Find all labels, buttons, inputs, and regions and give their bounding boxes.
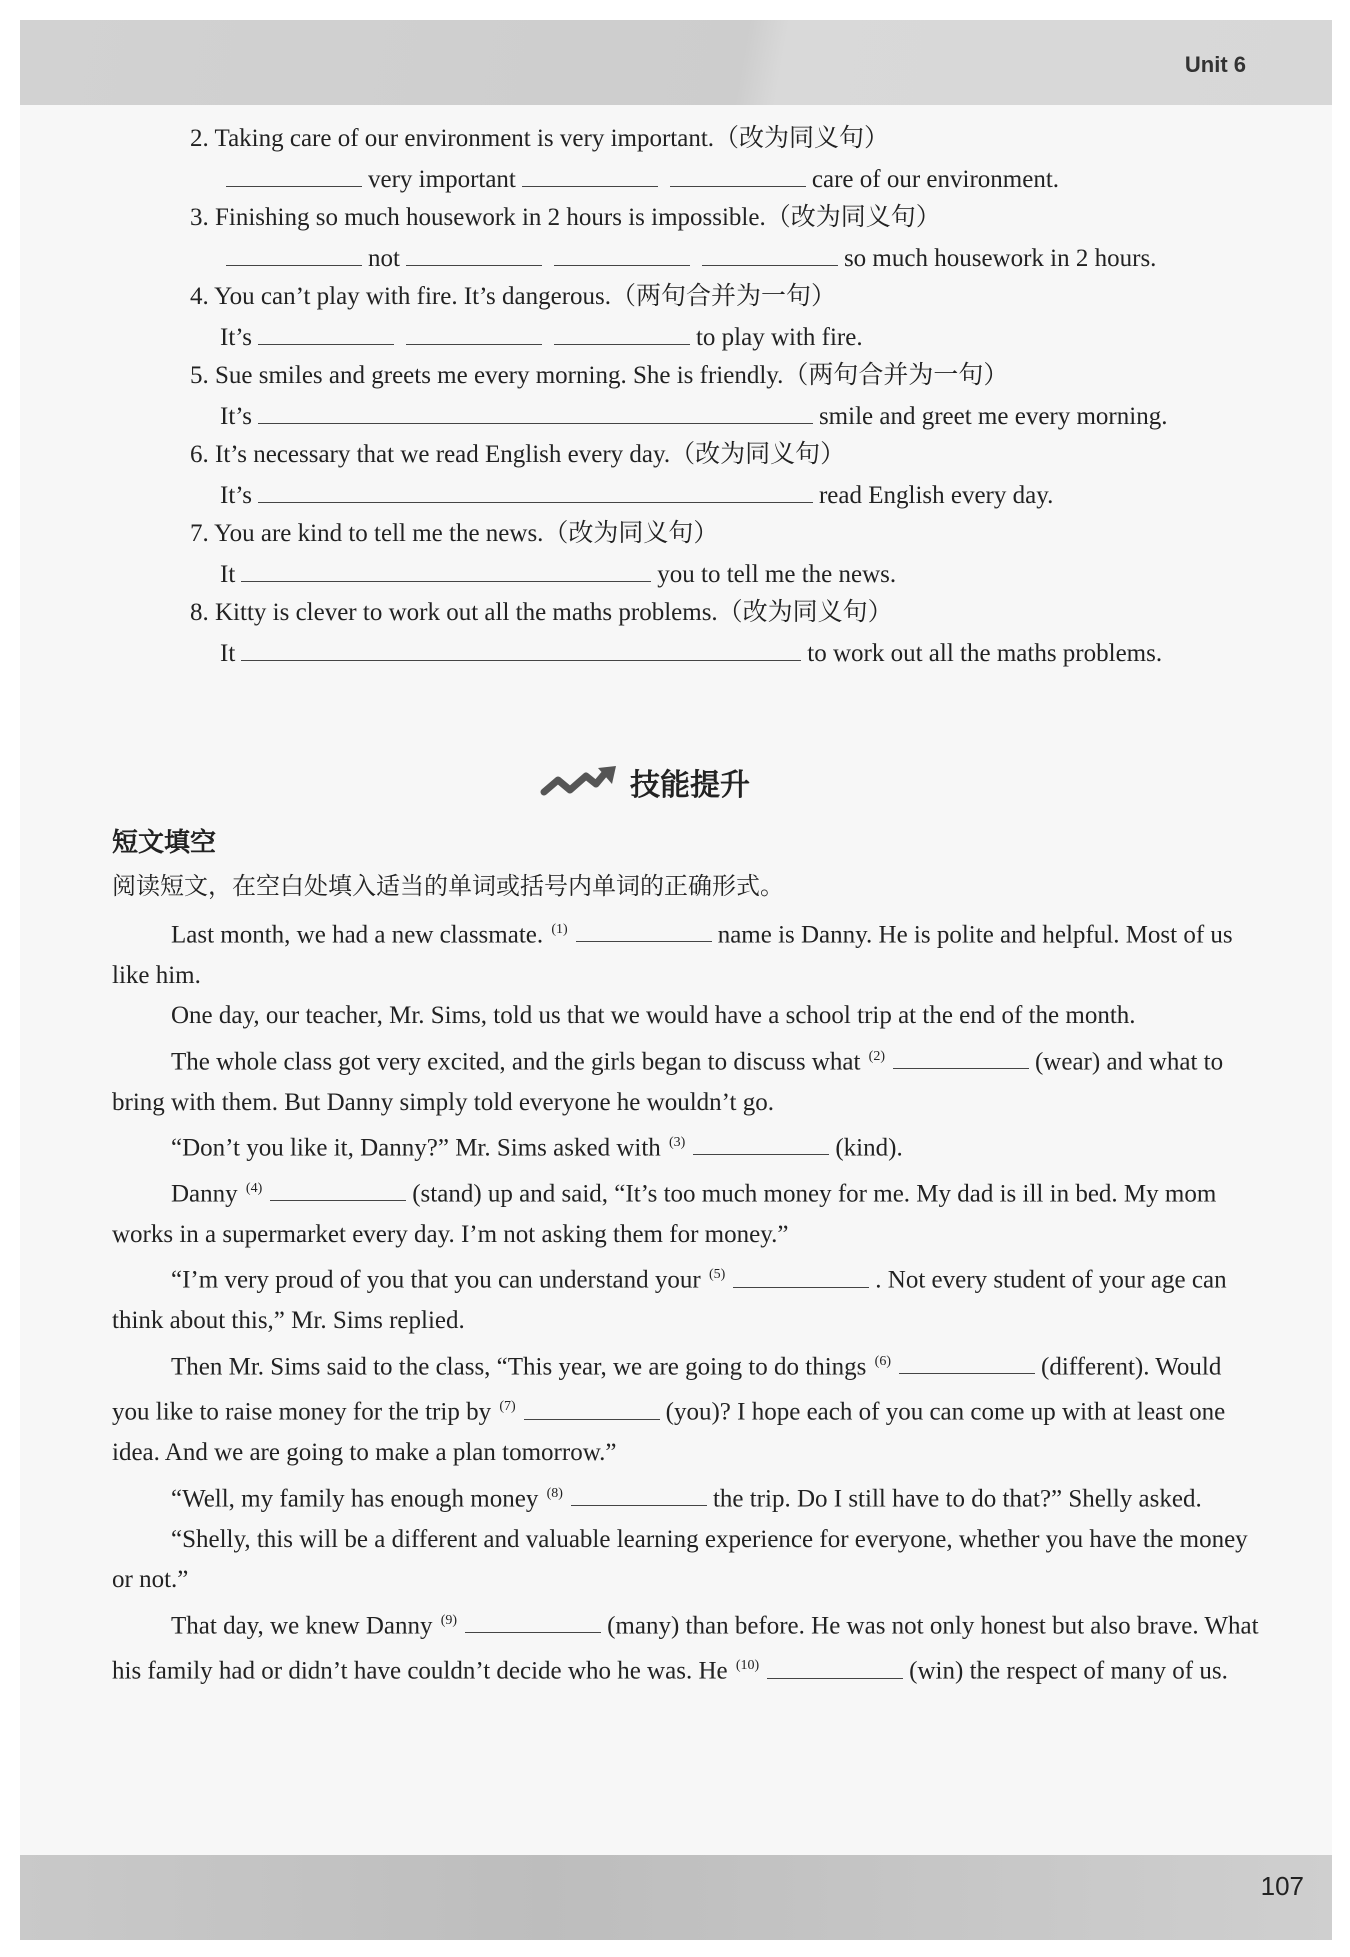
question-8-prompt: 8. Kitty is clever to work out all the maths problems.（改为同义句） — [190, 599, 893, 626]
question-2-text-a: very important — [368, 166, 516, 193]
exercise-instruction: 阅读短文，在空白处填入适当的单词或括号内单词的正确形式。 — [112, 872, 784, 900]
answer-blank[interactable] — [702, 243, 838, 266]
question-5-text-b: smile and greet me every morning. — [818, 403, 1168, 430]
answer-blank[interactable] — [226, 164, 362, 187]
question-4-answer-line — [220, 322, 863, 353]
question-3-text-b: so much housework in 2 hours. — [843, 245, 1157, 272]
passage-paragraph: “I’m very proud of you that you can understand your $^{(5)}$ . Not every student of your age can think about this,” Mr. Sims replied. — [112, 1266, 1227, 1335]
question-2-answer-line — [220, 164, 1059, 195]
blank-number: (10) — [735, 1658, 760, 1674]
question-6-text-b: read English every day. — [818, 482, 1054, 509]
exercise-title: 短文填空 — [112, 828, 217, 858]
cloze-blank-6[interactable] — [899, 1353, 1035, 1374]
blank-number: (9) — [440, 1612, 458, 1628]
blank-number: (2) — [868, 1048, 885, 1064]
passage-paragraph: “Shelly, this will be a different and valuable learning experience for everyone, whether you have the money or not.” — [112, 1525, 1248, 1594]
passage-paragraph: Danny $^{(4)}$ (stand) up and said, “It’s too much money for me. My dad is ill in bed. My mom works in a supermarket every day. I’m not asking them for money.” — [112, 1180, 1217, 1248]
blank-number: (5) — [708, 1267, 726, 1283]
cloze-blank-8[interactable] — [571, 1485, 707, 1506]
question-6-prompt: 6. It’s necessary that we read English every day.（改为同义句） — [190, 441, 846, 468]
question-6-answer-line — [220, 480, 1053, 511]
answer-blank[interactable] — [258, 322, 394, 345]
cloze-passage — [112, 910, 1262, 1692]
question-5-text-a: It’s — [220, 403, 252, 430]
answer-blank[interactable] — [670, 164, 806, 187]
passage-paragraph: One day, our teacher, Mr. Sims, told us that we would have a school trip at the end of the month. — [171, 1002, 1136, 1030]
cloze-blank-9[interactable] — [465, 1612, 601, 1633]
trend-up-icon — [540, 762, 620, 802]
answer-blank[interactable] — [241, 559, 651, 582]
blank-number: (4) — [245, 1180, 263, 1196]
answer-blank[interactable] — [522, 164, 658, 187]
answer-blank[interactable] — [258, 480, 813, 503]
blank-number: (8) — [546, 1485, 563, 1501]
question-7-text-b: you to tell me the news. — [657, 561, 897, 588]
passage-paragraph: The whole class got very excited, and the girls began to discuss what $^{(2)}$ (wear) and what to bring with them. But Danny simply told everyone he wouldn’t go. — [112, 1048, 1224, 1116]
blank-number: (3) — [669, 1135, 686, 1151]
question-3-answer-line — [220, 243, 1156, 274]
question-4-text-a: It’s — [220, 324, 252, 351]
passage-paragraph: “Well, my family has enough money $^{(8)}$ the trip. Do I still have to do that?” Shelly asked. — [171, 1485, 1202, 1513]
passage-paragraph: “Don’t you like it, Danny?” Mr. Sims asked with $^{(3)}$ (kind). — [171, 1134, 903, 1162]
answer-blank[interactable] — [258, 401, 813, 424]
question-7-answer-line — [220, 559, 896, 590]
blank-number: (6) — [874, 1353, 891, 1369]
answer-blank[interactable] — [406, 322, 542, 345]
question-3-text-a: not — [368, 245, 400, 272]
answer-blank[interactable] — [406, 243, 542, 266]
question-2-text-b: care of our environment. — [811, 166, 1060, 193]
answer-blank[interactable] — [554, 243, 690, 266]
page-number: 107 — [1260, 1871, 1304, 1901]
cloze-blank-7[interactable] — [524, 1399, 660, 1420]
question-7-prompt: 7. You are kind to tell me the news.（改为同义句） — [190, 520, 719, 547]
passage-paragraph: That day, we knew Danny $^{(9)}$ (many) than before. He was not only honest but also brave. What his family had or didn’t have couldn’t decide who he was. He $^{(10)}$ (win) the respect of many of us. — [112, 1611, 1259, 1685]
question-7-text-a: It — [220, 561, 236, 588]
question-4-text-b: to play with fire. — [695, 324, 863, 351]
section-header — [540, 762, 750, 802]
cloze-blank-2[interactable] — [893, 1048, 1029, 1069]
question-4-prompt: 4. You can’t play with fire. It’s dangerous.（两句合并为一句） — [190, 283, 837, 310]
question-8-answer-line — [220, 638, 1162, 669]
question-5-answer-line — [220, 401, 1167, 432]
blank-number: (1) — [551, 922, 568, 937]
passage-paragraph: Then Mr. Sims said to the class, “This year, we are going to do things $^{(6)}$ (different). Would you like to raise money for the trip by $^{(7)}$ (you)? I hope each of you can come up with at least one idea. And we are going to make a plan tomorrow.” — [112, 1352, 1226, 1467]
answer-blank[interactable] — [226, 243, 362, 266]
question-6-text-a: It’s — [220, 482, 252, 509]
cloze-blank-4[interactable] — [270, 1180, 406, 1201]
blank-number: (7) — [499, 1399, 516, 1415]
question-2-prompt: 2. Taking care of our environment is very important.（改为同义句） — [190, 125, 890, 152]
unit-label: Unit 6 — [1184, 52, 1246, 77]
passage-paragraph: Last month, we had a new classmate. $^{(1)}$ name is Danny. He is polite and helpful. Most of us like him. — [112, 921, 1233, 989]
answer-blank[interactable] — [241, 638, 801, 661]
cloze-blank-5[interactable] — [733, 1267, 869, 1288]
cloze-blank-3[interactable] — [693, 1134, 829, 1155]
answer-blank[interactable] — [554, 322, 690, 345]
section-title: 技能提升 — [630, 768, 750, 803]
question-5-prompt: 5. Sue smiles and greets me every morning. She is friendly.（两句合并为一句） — [190, 362, 1009, 389]
question-3-prompt: 3. Finishing so much housework in 2 hours is impossible.（改为同义句） — [190, 204, 941, 231]
question-8-text-b: to work out all the maths problems. — [807, 640, 1163, 667]
cloze-blank-1[interactable] — [576, 921, 712, 942]
question-8-text-a: It — [220, 640, 236, 667]
cloze-blank-10[interactable] — [767, 1658, 903, 1679]
